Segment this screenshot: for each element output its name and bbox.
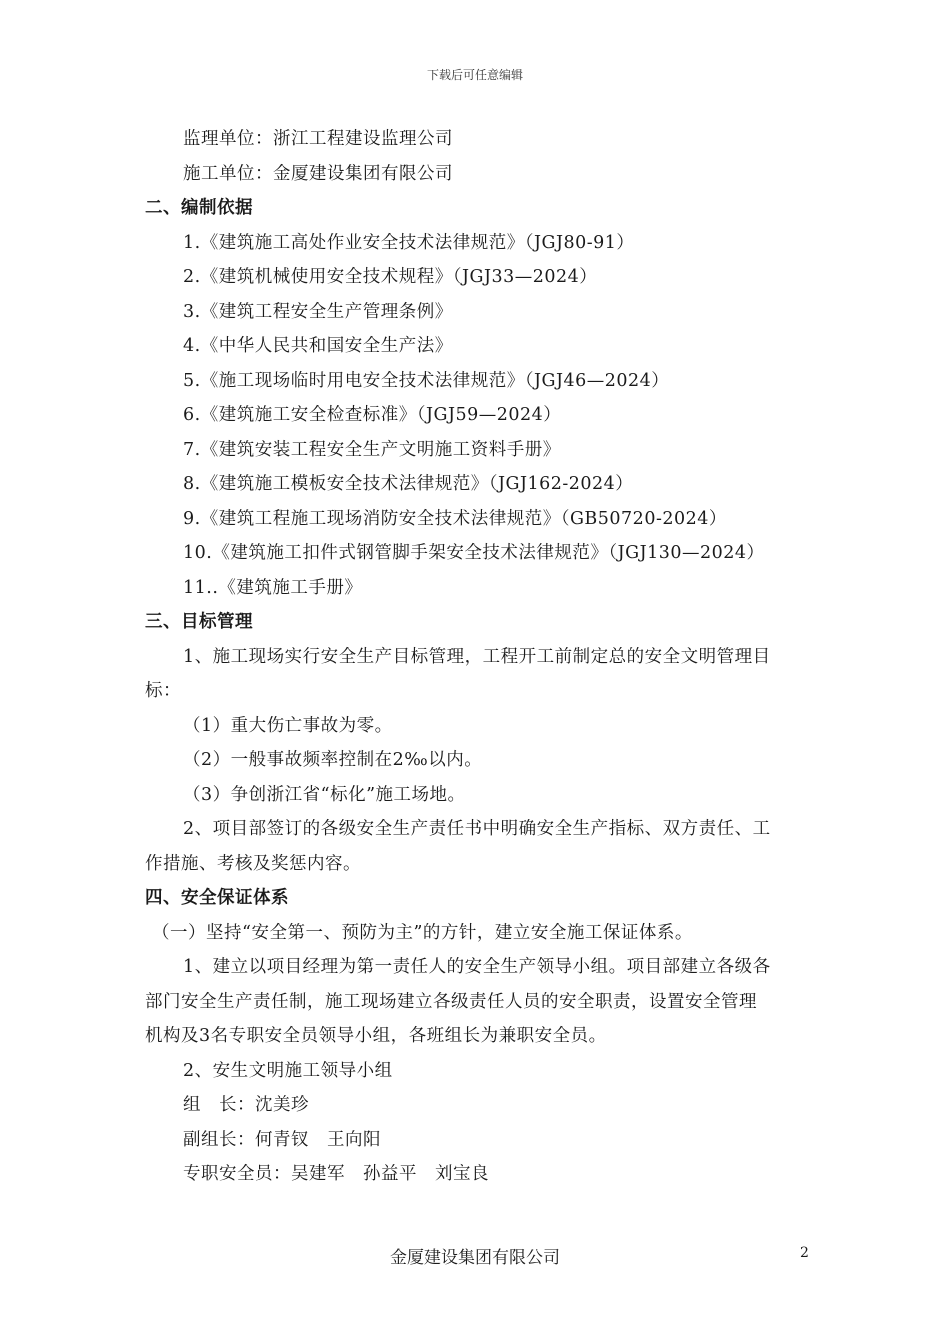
- list-item: 3.《建筑工程安全生产管理条例》: [183, 302, 453, 322]
- paragraph-line: 作措施、考核及奖惩内容。: [145, 854, 361, 874]
- paragraph-line: 标：: [145, 681, 181, 701]
- list-item: 2.《建筑机械使用安全技术规程》（JGJ33—2024）: [183, 267, 598, 287]
- list-item: 1.《建筑施工高处作业安全技术法律规范》（JGJ80-91）: [183, 233, 635, 253]
- supervision-unit-line: 监理单位：浙江工程建设监理公司: [183, 129, 453, 149]
- list-item: 8.《建筑施工模板安全技术法律规范》（JGJ162-2024）: [183, 474, 634, 494]
- footer-company: 金厦建设集团有限公司: [390, 1248, 560, 1268]
- list-item: 11..《建筑施工手册》: [183, 578, 363, 598]
- deputy-leader-line: 副组长：何青钗 王向阳: [183, 1130, 381, 1150]
- section-heading-basis: 二、编制依据: [145, 198, 253, 218]
- goal-item: （2）一般事故频率控制在2‰以内。: [183, 750, 483, 770]
- list-item: 7.《建筑安装工程安全生产文明施工资料手册》: [183, 440, 561, 460]
- paragraph-line: 2、项目部签订的各级安全生产责任书中明确安全生产指标、双方责任、工: [183, 819, 771, 839]
- page-number: 2: [800, 1245, 809, 1261]
- list-item: 5.《施工现场临时用电安全技术法律规范》（JGJ46—2024）: [183, 371, 670, 391]
- header-note: 下载后可任意编辑: [426, 68, 523, 82]
- paragraph-line: 1、施工现场实行安全生产目标管理，工程开工前制定总的安全文明管理目: [183, 647, 771, 667]
- section-heading-goals: 三、目标管理: [145, 612, 253, 632]
- list-item: 4.《中华人民共和国安全生产法》: [183, 336, 453, 356]
- list-item: 10.《建筑施工扣件式钢管脚手架安全技术法律规范》（JGJ130—2024）: [183, 543, 765, 563]
- list-item: 6.《建筑施工安全检查标准》（JGJ59—2024）: [183, 405, 562, 425]
- safety-officers-line: 专职安全员：吴建军 孙益平 刘宝良: [183, 1164, 489, 1184]
- construction-unit-line: 施工单位：金厦建设集团有限公司: [183, 164, 453, 184]
- list-item: 9.《建筑工程施工现场消防安全技术法律规范》（GB50720-2024）: [183, 509, 727, 529]
- paragraph-line: （一）坚持“安全第一、预防为主”的方针，建立安全施工保证体系。: [152, 923, 693, 943]
- paragraph-line: 机构及3名专职安全员领导小组，各班组长为兼职安全员。: [145, 1026, 607, 1046]
- team-leader-line: 组 长：沈美珍: [183, 1095, 309, 1115]
- paragraph-line: 2、安生文明施工领导小组: [183, 1061, 393, 1081]
- goal-item: （1）重大伤亡事故为零。: [183, 716, 393, 736]
- goal-item: （3）争创浙江省“标化”施工场地。: [183, 785, 466, 805]
- paragraph-line: 1、建立以项目经理为第一责任人的安全生产领导小组。项目部建立各级各: [183, 957, 771, 977]
- paragraph-line: 部门安全生产责任制，施工现场建立各级责任人员的安全职责，设置安全管理: [145, 992, 757, 1012]
- section-heading-safety-system: 四、安全保证体系: [145, 888, 289, 908]
